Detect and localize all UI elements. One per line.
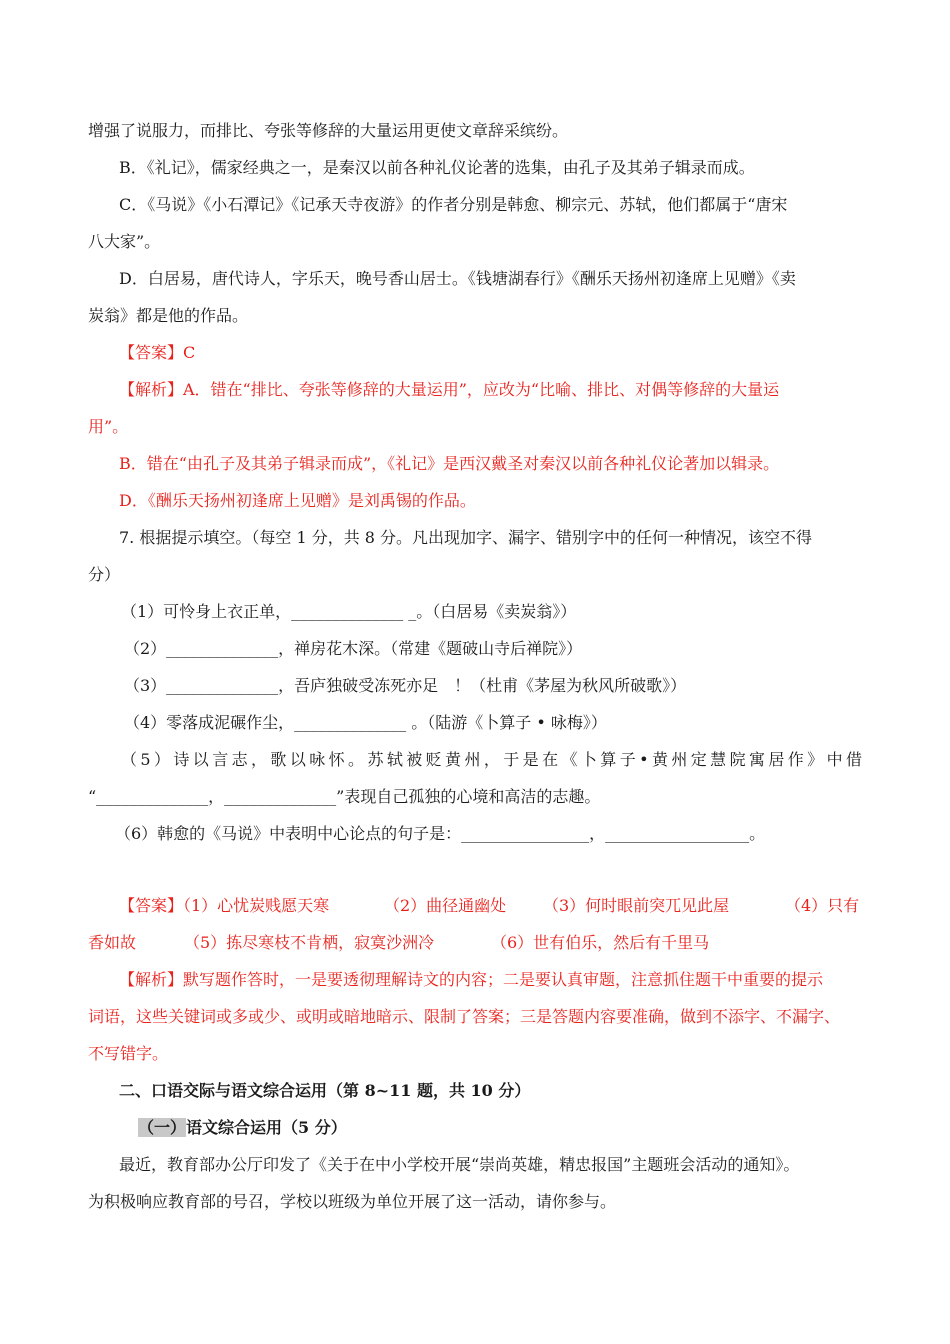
blank-item-2: （2）______________，禅房花木深。（常建《题破山寺后禅院》）	[124, 639, 583, 658]
question-7: 7. 根据提示填空。（每空 1 分，共 8 分。凡出现加字、漏字、错别字中的任何一种情况，该空不得	[119, 528, 813, 547]
analysis-d: D．《酬乐天扬州初逢席上见赠》是刘禹锡的作品。	[119, 491, 476, 510]
blank-item-5	[121, 749, 862, 771]
analysis-recitation-end: 不写错字。	[88, 1044, 169, 1063]
answer-3: （3）何时眼前突兀见此屋	[543, 896, 730, 915]
blank-item-3: （3）______________，吾庐独破受冻死亦足 ！（杜甫《茅屋为秋风所破歌》）	[124, 676, 687, 695]
blank-item-5-continued: “______________，______________”表现自己孤独的心境和高洁的志趣。	[88, 787, 601, 806]
subsection-number: （一）	[138, 1118, 187, 1137]
section-heading: 二、口语交际与语文综合运用（第 8~11 题，共 10 分）	[119, 1081, 531, 1100]
analysis-line: 【解析】A．错在“排比、夸张等修辞的大量运用”，应改为“比喻、排比、对偶等修辞的大量运	[119, 380, 780, 399]
answer-5: （5）拣尽寒枝不肯栖，寂寞沙洲冷	[184, 933, 435, 952]
option-b: B．《礼记》，儒家经典之一，是秦汉以前各种礼仪论著的选集，由孔子及其弟子辑录而成。	[119, 158, 755, 177]
answer-6: （6）世有伯乐，然后有千里马	[491, 933, 710, 952]
intro-paragraph-continued: 为积极响应教育部的号召，学校以班级为单位开展了这一活动，请你参与。	[88, 1192, 617, 1211]
option-d: D．白居易，唐代诗人，字乐天，晚号香山居士。《钱塘湖春行》《酬乐天扬州初逢席上见赠》《卖	[119, 269, 796, 288]
analysis-recitation-continued: 词语，这些关键词或多或少、或明或暗地暗示、限制了答案；三是答题内容要准确，做到不添字、不漏字、	[88, 1007, 841, 1026]
analysis-recitation: 【解析】默写题作答时，一是要透彻理解诗文的内容；二是要认真审题，注意抓住题干中重要的提示	[119, 970, 824, 989]
option-c: C．《马说》《小石潭记》《记承天寺夜游》的作者分别是韩愈、柳宗元、苏轼，他们都属于“唐宋	[119, 195, 788, 214]
paragraph-line: 增强了说服力，而排比、夸张等修辞的大量运用更使文章辞采缤纷。	[88, 121, 569, 140]
blank-item-4: （4）零落成泥碾作尘，______________ 。（陆游《卜算子 • 咏梅》）	[124, 713, 607, 732]
intro-paragraph: 最近，教育部办公厅印发了《关于在中小学校开展“崇尚英雄，精忠报国”主题班会活动的通知》。	[119, 1155, 800, 1174]
answer-2: （2）曲径通幽处	[384, 896, 507, 915]
blank-item-6: （6）韩愈的《马说》中表明中心论点的句子是：________________，__________________。	[115, 824, 766, 843]
question-7-continued: 分）	[88, 565, 121, 584]
answer-4-end: 香如故	[88, 933, 137, 952]
blank-item-1: （1）可怜身上衣正单，______________ _。（白居易《卖炭翁》）	[121, 602, 577, 621]
subsection-heading	[138, 1117, 347, 1139]
blank-item-5-text: （5）诗以言志，歌以咏怀。苏轼被贬黄州，于是在《卜算子•黄州定慧院寓居作》中借	[121, 750, 862, 769]
answer-row-1	[119, 895, 864, 917]
option-c-continued: 八大家”。	[88, 232, 161, 251]
analysis-b: B．错在“由孔子及其弟子辑录而成”，《礼记》是西汉戴圣对秦汉以前各种礼仪论著加以辑录。	[119, 454, 780, 473]
answer-label: 【答案】C	[119, 343, 196, 362]
option-d-continued: 炭翁》都是他的作品。	[88, 306, 249, 325]
answer-1: 【答案】（1）心忧炭贱愿天寒	[119, 896, 330, 915]
answer-4-start: （4）只有	[785, 896, 860, 915]
subsection-title: 语文综合运用（5 分）	[186, 1118, 347, 1137]
analysis-line-continued: 用”。	[88, 417, 129, 436]
answer-row-2	[88, 932, 728, 954]
